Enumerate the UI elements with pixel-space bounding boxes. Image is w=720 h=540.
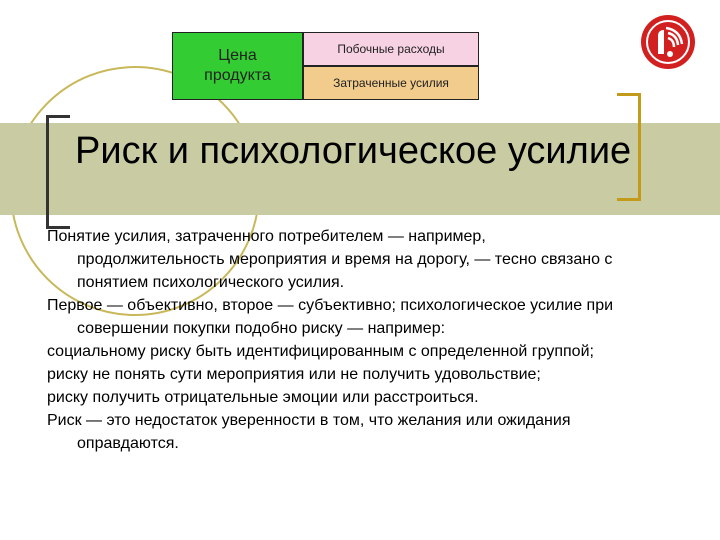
side-costs-box — [303, 32, 479, 66]
left-bracket — [46, 115, 70, 229]
price-box-label: Цена продукта — [204, 47, 271, 84]
slide-title: Риск и психологическое усилие — [75, 130, 632, 172]
paragraph: риску не понять сути мероприятия или не получить удовольствие; — [47, 366, 541, 383]
side-costs-label: Побочные расходы — [337, 42, 445, 56]
price-box — [172, 32, 303, 100]
slide-body — [47, 225, 637, 455]
spent-effort-box — [303, 66, 479, 100]
paragraph: Понятие усилия, затраченного потребителем — например, продолжительность мероприятия и время на дорогу, — тесно связано с понятием психологического усилия. — [47, 228, 613, 291]
paragraph: Первое — объективно, второе — субъективно; психологическое усилие при совершении покупки подобно риску — например: — [47, 297, 614, 337]
paragraph: риску получить отрицательные эмоции или расстроиться. — [47, 389, 479, 406]
red-circle-logo-icon — [640, 14, 696, 70]
paragraph: социальному риску быть идентифицированным с определенной группой; — [47, 343, 594, 360]
paragraph: Риск — это недостаток уверенности в том, что желания или ожидания оправдаются. — [47, 412, 571, 452]
spent-effort-label: Затраченные усилия — [333, 76, 449, 90]
